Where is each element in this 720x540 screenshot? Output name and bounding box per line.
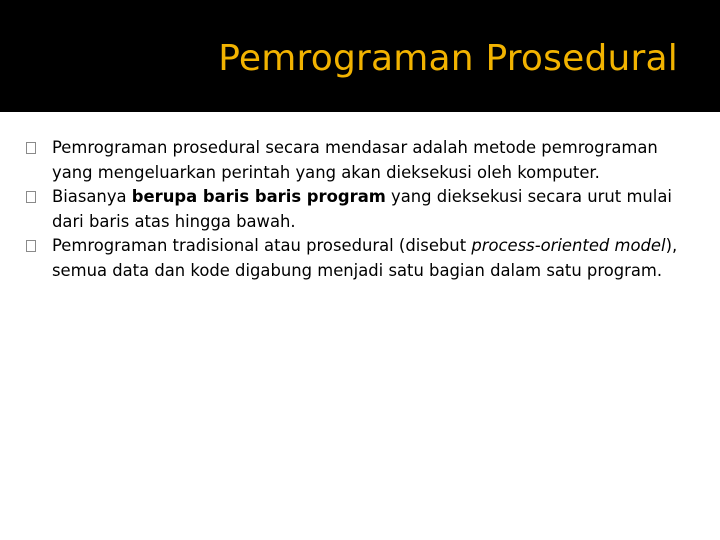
missing-glyph-box-icon xyxy=(26,191,36,203)
missing-glyph-box-icon xyxy=(26,142,36,154)
bullet-3-italic-text: process-oriented model xyxy=(471,236,666,255)
bullet-3-text-start: Pemrograman tradisional atau prosedural (disebut xyxy=(52,236,472,255)
bullet-3-text-end: ), semua data dan kode digabung menjadi satu bagian dalam satu program. xyxy=(52,236,678,280)
bullet-item-2 xyxy=(26,185,686,234)
bullet-list xyxy=(26,136,686,283)
slide-title: Pemrograman Prosedural xyxy=(218,38,678,79)
bullet-2-text-end: yang dieksekusi secara urut mulai dari baris atas hingga bawah. xyxy=(52,187,672,231)
bullet-2-text-start: Biasanya xyxy=(52,187,132,206)
bullet-item-3 xyxy=(26,234,686,283)
bullet-2-bold-text: berupa baris baris program xyxy=(131,187,386,206)
title-bar xyxy=(0,0,720,112)
bullet-item-1 xyxy=(26,136,686,185)
bullet-1-text: Pemrograman prosedural secara mendasar adalah metode pemrograman yang mengeluarkan perintah yang akan dieksekusi oleh komputer. xyxy=(52,138,658,182)
missing-glyph-box-icon xyxy=(26,240,36,252)
